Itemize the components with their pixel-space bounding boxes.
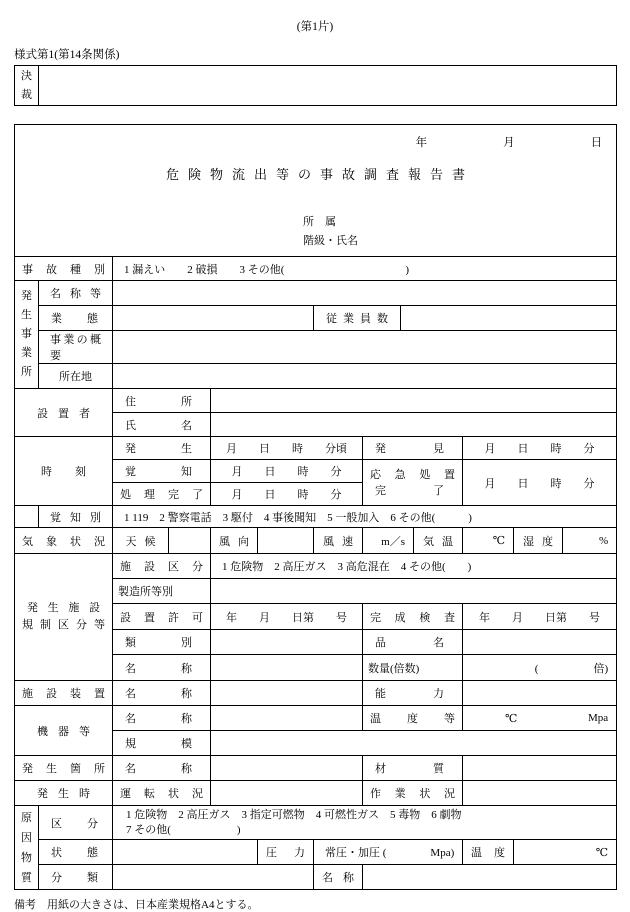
device-scale-value-cell bbox=[211, 731, 617, 756]
device-name-label: 名称 bbox=[113, 706, 211, 731]
office-side-char: 所 bbox=[21, 366, 32, 378]
facility-class-value-cell bbox=[211, 630, 363, 655]
occurrence-label: 発生時 bbox=[15, 781, 113, 806]
installer-label: 設置者 bbox=[15, 389, 113, 437]
time-found-value: 月 日 時 分 bbox=[463, 437, 617, 460]
weather-wind-dir-value-cell bbox=[258, 528, 314, 554]
office-employees-value-cell bbox=[401, 306, 617, 331]
equipment-name-value-cell bbox=[211, 681, 363, 706]
cause-class-value-cell bbox=[113, 865, 314, 890]
form-number-label: 様式第1(第14条関係) bbox=[14, 49, 120, 61]
notice-type-label: 覚知別 bbox=[39, 506, 113, 528]
cause-pressure-label: 圧力 bbox=[258, 840, 314, 865]
cause-category-options-line1: 1 危険物 2 高圧ガス 3 指定可燃物 4 可燃性ガス 5 毒物 6 劇物 bbox=[126, 808, 462, 821]
notice-type-spacer-cell bbox=[15, 506, 39, 528]
cause-temp-unit: ℃ bbox=[514, 840, 617, 865]
installer-name-label: 氏名 bbox=[113, 413, 211, 437]
office-overview-label: 事業の概要 bbox=[39, 331, 113, 364]
weather-wind-dir-label: 風向 bbox=[211, 528, 258, 554]
reporter-block bbox=[303, 213, 616, 251]
facility-inspection-value: 年 月 日第 号 bbox=[463, 604, 617, 630]
date-month-label: 月 bbox=[503, 137, 515, 149]
cause-category-label: 区分 bbox=[39, 806, 113, 840]
office-side-char: 生 bbox=[21, 309, 32, 321]
facility-quantity-label: 数量(倍数) bbox=[363, 655, 463, 681]
cause-name-label: 名称 bbox=[314, 865, 363, 890]
report-form-table bbox=[14, 124, 617, 890]
facility-label bbox=[15, 554, 113, 681]
office-name-value-cell bbox=[113, 281, 617, 306]
installer-address-value-cell bbox=[211, 389, 617, 413]
facility-category-label: 施設区分 bbox=[113, 554, 211, 579]
device-temp-label: 温度等 bbox=[363, 706, 463, 731]
office-address-label: 所在地 bbox=[39, 364, 113, 389]
weather-temp-label: 気温 bbox=[414, 528, 463, 554]
device-temp-unit-celsius: ℃ bbox=[505, 712, 518, 725]
cause-temp-label: 温度 bbox=[463, 840, 514, 865]
occurrence-work-label: 作業状況 bbox=[363, 781, 463, 806]
facility-inspection-label: 完成検査 bbox=[363, 604, 463, 630]
affiliation-label: 所 属 bbox=[303, 216, 336, 228]
office-side-label bbox=[15, 281, 39, 389]
weather-wind-speed-label: 風速 bbox=[314, 528, 363, 554]
approval-char-1: 決 bbox=[21, 69, 32, 82]
equipment-name-label: 名称 bbox=[113, 681, 211, 706]
time-noticed-label: 覚知 bbox=[113, 460, 211, 483]
approval-box bbox=[14, 65, 617, 106]
time-emergency-label bbox=[363, 460, 463, 506]
approval-char-2: 裁 bbox=[21, 88, 32, 101]
cause-state-label: 状態 bbox=[39, 840, 113, 865]
facility-type-label: 製造所等別 bbox=[113, 579, 211, 604]
facility-product-label: 品名 bbox=[363, 630, 463, 655]
report-date-line bbox=[15, 125, 616, 150]
cause-side-char: 因 bbox=[21, 831, 32, 844]
cause-side-char: 原 bbox=[21, 811, 32, 824]
cause-pressure-value: 常圧・加圧 ( Mpa) bbox=[314, 840, 463, 865]
office-address-value-cell bbox=[113, 364, 617, 389]
time-completed-value: 月 日 時 分 bbox=[211, 483, 363, 506]
device-name-value-cell bbox=[211, 706, 363, 731]
location-material-label: 材質 bbox=[363, 756, 463, 781]
approval-label-cell bbox=[15, 66, 39, 106]
cause-category-options-line2: 7 その他( ) bbox=[126, 823, 241, 836]
facility-type-value-cell bbox=[211, 579, 617, 604]
time-noticed-value: 月 日 時 分 bbox=[211, 460, 363, 483]
time-emergency-value: 月 日 時 分 bbox=[463, 460, 617, 506]
cause-category-options bbox=[113, 806, 617, 840]
facility-permit-value: 年 月 日第 号 bbox=[211, 604, 363, 630]
installer-name-value-cell bbox=[211, 413, 617, 437]
time-emergency-label-line2: 完了 bbox=[375, 484, 444, 497]
cause-side-char: 質 bbox=[21, 871, 32, 884]
location-material-value-cell bbox=[463, 756, 617, 781]
facility-name-label: 名称 bbox=[113, 655, 211, 681]
cause-name-value-cell bbox=[363, 865, 617, 890]
office-side-char: 発 bbox=[21, 290, 32, 302]
facility-label-line2: 規制区分等 bbox=[22, 619, 105, 631]
facility-product-value-cell bbox=[463, 630, 617, 655]
time-found-label: 発見 bbox=[363, 437, 463, 460]
installer-address-label: 住所 bbox=[113, 389, 211, 413]
facility-label-line1: 発生施設 bbox=[27, 602, 100, 614]
date-day-label: 日 bbox=[590, 137, 603, 149]
occurrence-work-value-cell bbox=[463, 781, 617, 806]
weather-sky-label: 天候 bbox=[113, 528, 169, 554]
accident-type-options: 1 漏えい 2 破損 3 その他( ) bbox=[113, 257, 617, 281]
cause-state-value-cell bbox=[113, 840, 258, 865]
weather-humidity-unit: % bbox=[563, 528, 617, 554]
device-temp-value-cell bbox=[463, 706, 617, 731]
office-business-label: 業態 bbox=[39, 306, 113, 331]
office-employees-label: 従業員数 bbox=[314, 306, 401, 331]
weather-label: 気象状況 bbox=[15, 528, 113, 554]
time-completed-label: 処理完了 bbox=[113, 483, 211, 506]
location-name-value-cell bbox=[211, 756, 363, 781]
office-business-value-cell bbox=[113, 306, 314, 331]
cause-class-label: 分類 bbox=[39, 865, 113, 890]
cause-side-char: 物 bbox=[21, 851, 32, 864]
device-temp-unit-mpa: Mpa bbox=[587, 712, 609, 724]
device-scale-label: 規模 bbox=[113, 731, 211, 756]
office-side-char: 業 bbox=[21, 347, 32, 359]
notice-type-options: 1 119 2 警察電話 3 駆付 4 事後聞知 5 一般加入 6 その他( ) bbox=[113, 506, 617, 528]
remarks-note: 備考 用紙の大きさは、日本産業規格A4とする。 bbox=[14, 899, 259, 911]
time-label: 時刻 bbox=[15, 437, 113, 506]
location-label: 発生箇所 bbox=[15, 756, 113, 781]
rank-name-label: 階級・氏名 bbox=[303, 235, 358, 247]
form-header bbox=[15, 125, 617, 257]
device-label: 機器等 bbox=[15, 706, 113, 756]
facility-quantity-value: ( 倍) bbox=[463, 655, 617, 681]
facility-permit-label: 設置許可 bbox=[113, 604, 211, 630]
office-side-char: 事 bbox=[21, 328, 32, 340]
weather-sky-value-cell bbox=[169, 528, 211, 554]
time-occurred-label: 発生 bbox=[113, 437, 211, 460]
approval-signature-area bbox=[39, 66, 617, 106]
sheet-number-label: (第1片) bbox=[296, 21, 334, 33]
document-title: 危険物流出等の事故調査報告書 bbox=[166, 167, 475, 182]
facility-name-value-cell bbox=[211, 655, 363, 681]
occurrence-operation-value-cell bbox=[211, 781, 363, 806]
equipment-label: 施設装置 bbox=[15, 681, 113, 706]
accident-type-label: 事故種別 bbox=[15, 257, 113, 281]
office-overview-value-cell bbox=[113, 331, 617, 364]
time-occurred-value: 月 日 時 分頃 bbox=[211, 437, 363, 460]
time-emergency-label-line1: 応急処置 bbox=[370, 468, 455, 481]
equipment-capacity-label: 能力 bbox=[363, 681, 463, 706]
weather-wind-speed-unit: m／s bbox=[363, 528, 414, 554]
date-year-label: 年 bbox=[415, 137, 428, 149]
office-name-label: 名称等 bbox=[39, 281, 113, 306]
equipment-capacity-value-cell bbox=[463, 681, 617, 706]
facility-category-options: 1 危険物 2 高圧ガス 3 高危混在 4 その他( ) bbox=[211, 554, 617, 579]
weather-humidity-label: 湿度 bbox=[514, 528, 563, 554]
weather-temp-unit: ℃ bbox=[463, 528, 514, 554]
occurrence-operation-label: 運転状況 bbox=[113, 781, 211, 806]
facility-class-label: 類別 bbox=[113, 630, 211, 655]
cause-side-label bbox=[15, 806, 39, 890]
location-name-label: 名称 bbox=[113, 756, 211, 781]
